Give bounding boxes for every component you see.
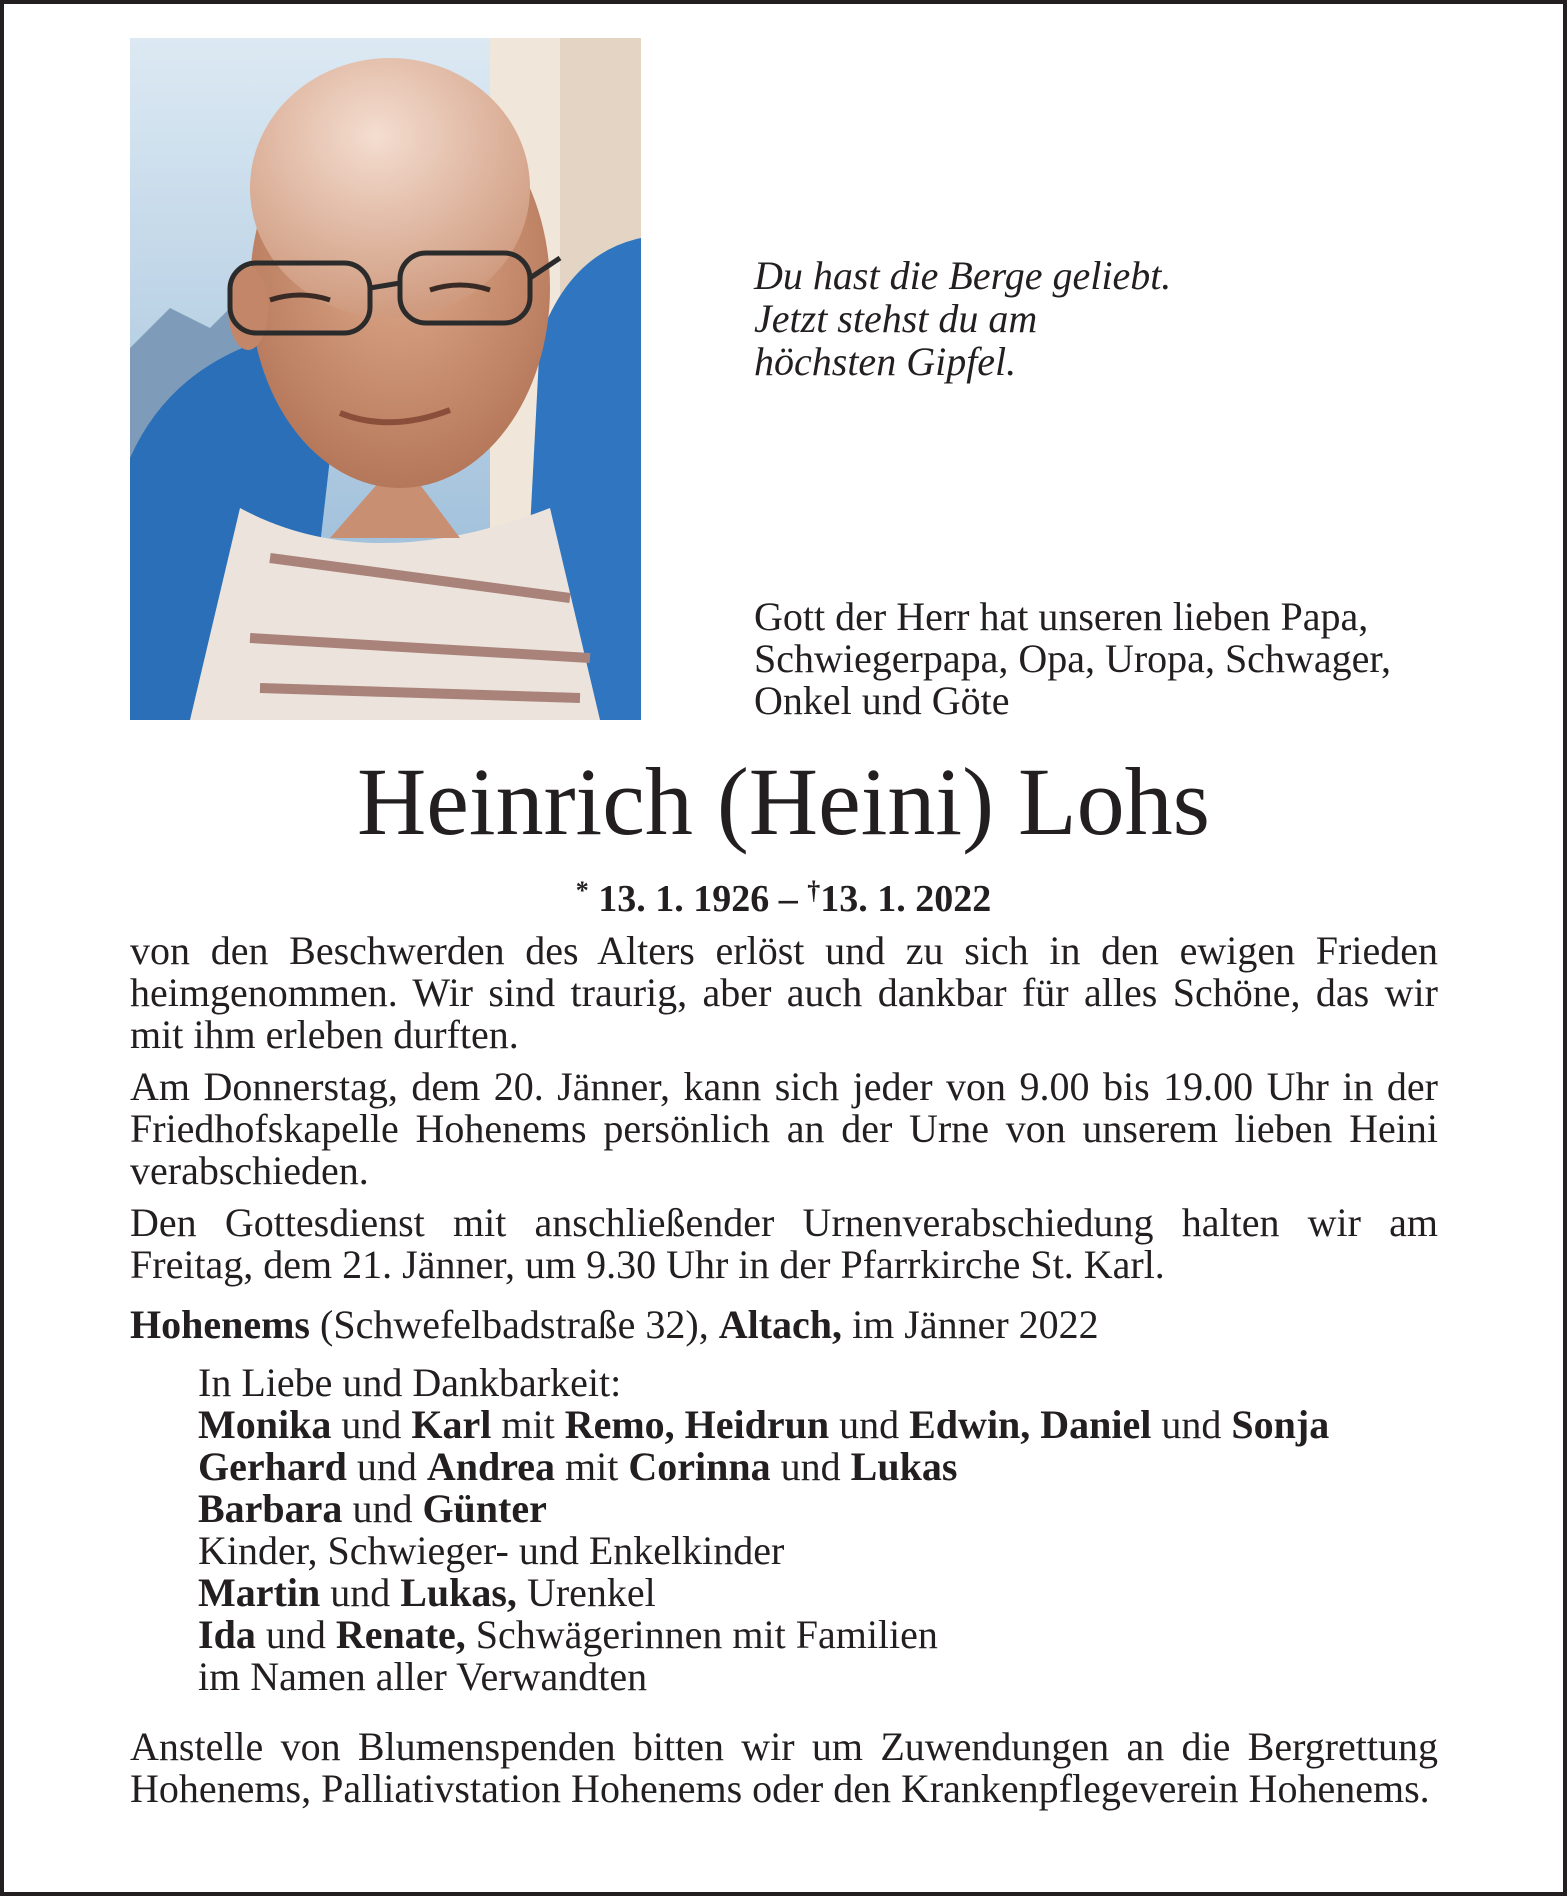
death-date: 13. 1. 2022 (820, 878, 992, 920)
connector: und (320, 1570, 401, 1615)
quote-line: Du hast die Berge geliebt. (754, 253, 1172, 298)
family-line: Kinder, Schwieger- und Enkelkinder (198, 1528, 785, 1573)
connector: und (342, 1486, 423, 1531)
family-member: Lukas (850, 1444, 958, 1489)
family-member: Sonja (1231, 1402, 1330, 1447)
quote-line: höchsten Gipfel. (754, 339, 1017, 384)
family-member: Edwin, Daniel (909, 1402, 1152, 1447)
family-list (198, 1362, 1438, 1698)
family-member: Martin (198, 1570, 321, 1615)
birth-date: 13. 1. 1926 (598, 878, 770, 920)
notice-body (130, 930, 1438, 1810)
relation-label: Urenkel (516, 1570, 656, 1615)
quote-line: Jetzt stehst du am (754, 296, 1038, 341)
family-member: Lukas, (400, 1570, 517, 1615)
family-member: Remo, Heidrun (564, 1402, 830, 1447)
family-member: Monika (198, 1402, 332, 1447)
deceased-name: Heinrich (Heini) Lohs (356, 748, 1211, 855)
intro-line: Schwiegerpapa, Opa, Uropa, Schwager, (754, 636, 1392, 681)
family-line (198, 1572, 1438, 1614)
family-member: Gerhard (198, 1444, 347, 1489)
intro-line: Gott der Herr hat unseren lieben Papa, (754, 594, 1369, 639)
intro-text (754, 596, 1391, 722)
family-member: Barbara (198, 1486, 343, 1531)
paragraph-passing: von den Beschwerden des Alters erlöst und zu sich in den ewigen Frieden heimgenommen. Wir sind traurig, aber auch dankbar für alles Schöne, das wir mit ihm erleben durften. (130, 928, 1438, 1057)
connector: und (829, 1402, 910, 1447)
death-mark: † (807, 876, 821, 905)
connector: und (770, 1444, 851, 1489)
connector: und (255, 1612, 336, 1657)
family-line (198, 1446, 1438, 1488)
paragraph-farewell: Am Donnerstag, dem 20. Jänner, kann sich jeder von 9.00 bis 19.00 Uhr in der Friedhofskapelle Hohenems persönlich an der Urne von unserem lieben Heini verabschieden. (130, 1064, 1438, 1193)
connector: mit (491, 1402, 565, 1447)
connector: und (1151, 1402, 1232, 1447)
birth-mark: * (575, 876, 589, 905)
place-address: (Schwefelbadstraße 32), (310, 1302, 719, 1347)
connector: mit (555, 1444, 629, 1489)
family-heading: In Liebe und Dankbarkeit: (198, 1360, 622, 1405)
donation-request: Anstelle von Blumenspenden bitten wir um Zuwendungen an die Bergrettung Hohenems, Palliativstation Hohenems oder den Krankenpflegeverein Hohenems. (130, 1724, 1438, 1811)
family-line (198, 1404, 1438, 1446)
family-member: Renate, (335, 1612, 466, 1657)
family-member: Andrea (426, 1444, 556, 1489)
family-line: im Namen aller Verwandten (198, 1654, 648, 1699)
family-line (198, 1488, 1438, 1530)
place-town: Altach, (718, 1302, 843, 1347)
connector: und (331, 1402, 412, 1447)
portrait-photo (130, 38, 641, 720)
paragraph-service: Den Gottesdienst mit anschließender Urnenverabschiedung halten wir am Freitag, dem 21. Jänner, um 9.30 Uhr in der Pfarrkirche St. Karl. (130, 1200, 1438, 1287)
place-date: im Jänner 2022 (842, 1302, 1099, 1347)
family-line (198, 1614, 1438, 1656)
family-member: Karl (411, 1402, 492, 1447)
date-separator: – (778, 878, 798, 920)
place-and-date (130, 1304, 1438, 1346)
family-member: Günter (422, 1486, 547, 1531)
connector: und (346, 1444, 427, 1489)
relation-label: Schwägerinnen mit Familien (465, 1612, 938, 1657)
family-member: Corinna (628, 1444, 771, 1489)
place-town: Hohenems (130, 1302, 310, 1347)
life-dates (0, 866, 1567, 924)
family-member: Ida (198, 1612, 256, 1657)
intro-line: Onkel und Göte (754, 678, 1010, 723)
memorial-quote (754, 254, 1171, 383)
